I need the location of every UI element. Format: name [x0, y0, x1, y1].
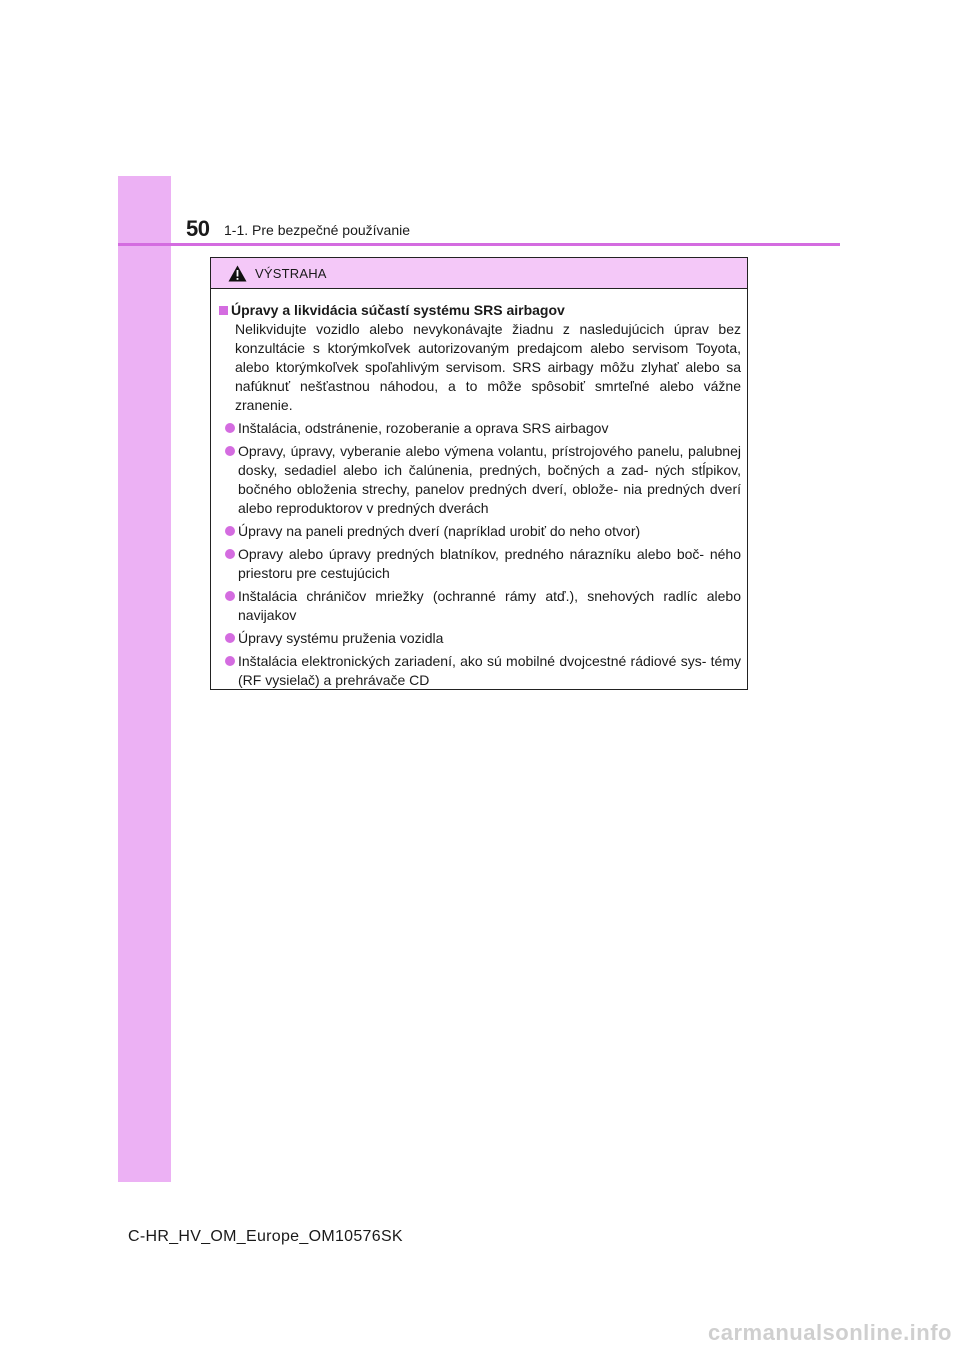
list-item: [219, 629, 741, 648]
warning-header: [211, 258, 747, 289]
warning-triangle-icon: [228, 265, 247, 282]
list-item-text: Opravy alebo úpravy predných blatníkov, predného nárazníku alebo boč- ného priestoru pre cestujúcich: [238, 546, 741, 581]
bullet-dot-icon: [225, 633, 235, 643]
square-bullet-icon: [219, 306, 228, 315]
list-item-text: Úpravy na paneli predných dverí (napríklad urobiť do neho otvor): [238, 523, 641, 539]
list-item-text: Úpravy systému pruženia vozidla: [238, 630, 444, 646]
list-item: [219, 419, 741, 438]
bullet-dot-icon: [225, 591, 235, 601]
page-number: 50: [186, 216, 210, 241]
list-item: [219, 652, 741, 690]
header-rule: [118, 243, 840, 246]
warning-body: [211, 289, 747, 690]
bullet-dot-icon: [225, 656, 235, 666]
bullet-dot-icon: [225, 423, 235, 433]
bullet-dot-icon: [225, 446, 235, 456]
side-band: [118, 176, 171, 1182]
footer-doc-code: C-HR_HV_OM_Europe_OM10576SK: [128, 1228, 403, 1245]
warning-intro: Nelikvidujte vozidlo alebo nevykonávajte žiadnu z nasledujúcich úprav bez konzultácie s ktorýmkoľvek autorizovaným predajcom alebo servisom Toyota, alebo ktorýmkoľvek spoľahlivým servisom. SRS airbagy môžu zlyhať alebo sa nafúknuť nešťastnou náhodou, a to môže spôsobiť smrteľné alebo vážne zranenie.: [235, 321, 741, 413]
warning-list: [219, 419, 741, 690]
warning-box: [210, 257, 748, 690]
list-item-text: Inštalácia chráničov mriežky (ochranné rámy atď.), snehových radlíc alebo navijakov: [238, 588, 741, 623]
list-item-text: Inštalácia elektronických zariadení, ako sú mobilné dvojcestné rádiové sys- témy (RF vysielač) a prehrávače CD: [238, 653, 741, 688]
warning-topic: [219, 301, 741, 320]
list-item-text: Inštalácia, odstránenie, rozoberanie a oprava SRS airbagov: [238, 420, 609, 436]
warning-topic-title: Úpravy a likvidácia súčastí systému SRS airbagov: [231, 302, 565, 318]
list-item-text: Opravy, úpravy, vyberanie alebo výmena volantu, prístrojového panelu, palubnej dosky, sedadiel alebo ich čalúnenia, predných, bočných a zad- ných stĺpikov, bočného obloženia strechy, panelov predných dverí, oblože- nia predných dverí alebo reproduktorov v predných dverách: [238, 443, 741, 516]
list-item: [219, 545, 741, 583]
list-item: [219, 522, 741, 541]
bullet-dot-icon: [225, 526, 235, 536]
bullet-dot-icon: [225, 549, 235, 559]
warning-label: VÝSTRAHA: [255, 265, 327, 281]
list-item: [219, 442, 741, 518]
watermark-link[interactable]: carmanualsonline.info: [708, 1320, 952, 1345]
section-title: 1-1. Pre bezpečné používanie: [224, 222, 411, 238]
list-item: [219, 587, 741, 625]
